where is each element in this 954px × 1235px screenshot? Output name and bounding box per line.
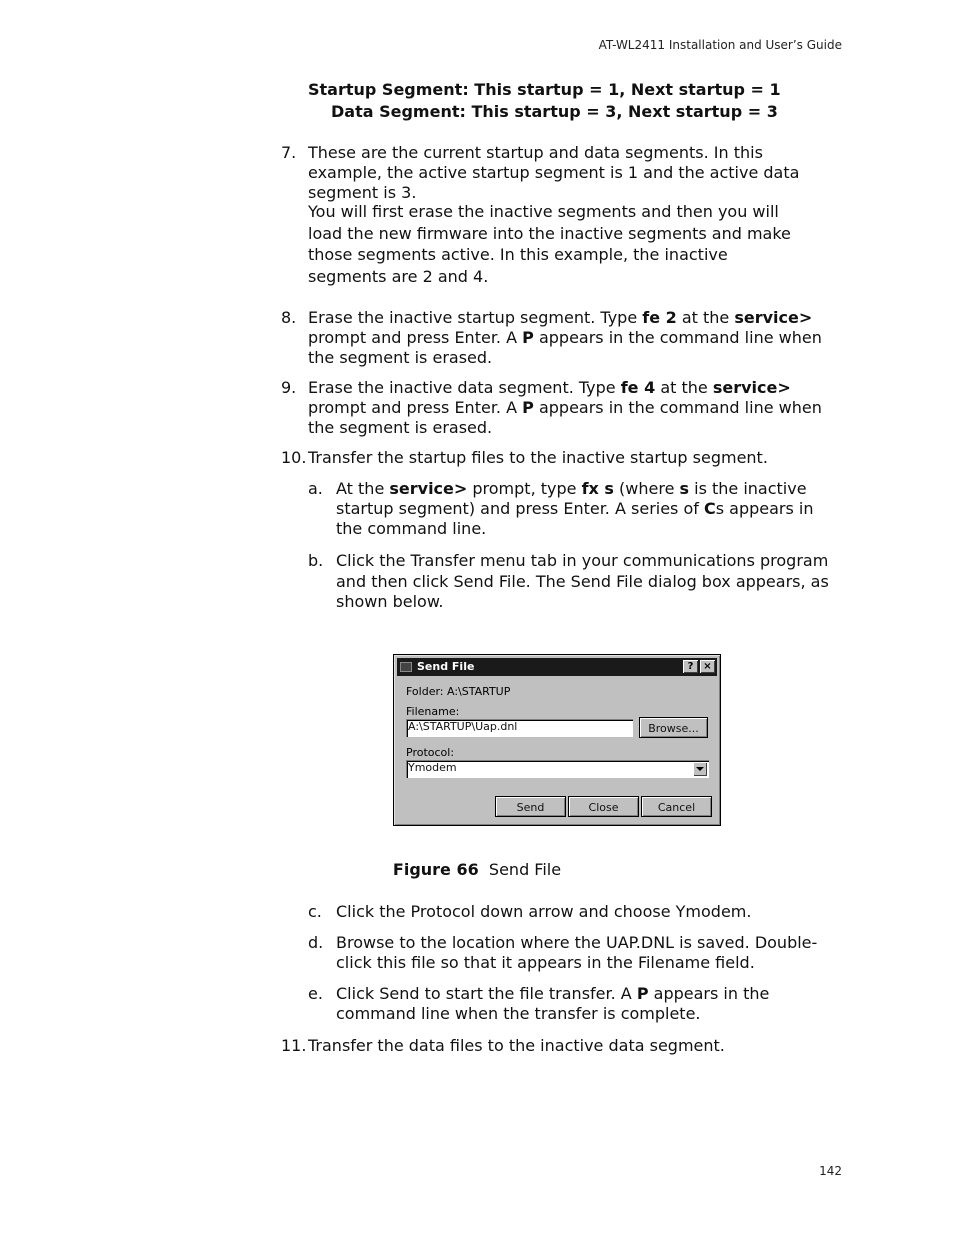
step-number: 7. <box>281 143 297 162</box>
substep-c-text: Click the Protocol down arrow and choose Ymodem. <box>336 902 752 921</box>
substep-d-text: Browse to the location where the UAP.DNL is saved. Double-click this file so that it appears in the Filename field. <box>336 933 818 972</box>
protocol-value: Ymodem <box>408 761 457 774</box>
protocol-label: Protocol: <box>406 746 455 759</box>
close-button[interactable]: Close <box>568 796 639 817</box>
dialog-titlebar <box>397 658 717 676</box>
substep-letter: d. <box>308 933 324 952</box>
substep-letter: e. <box>308 984 323 1003</box>
chevron-down-icon[interactable] <box>693 762 707 776</box>
substep-letter: b. <box>308 551 324 570</box>
close-icon[interactable]: × <box>700 660 715 673</box>
substep-letter: c. <box>308 902 322 921</box>
substep-letter: a. <box>308 479 323 498</box>
page-number: 142 <box>819 1164 842 1178</box>
figure-caption: Figure 66 Send File <box>392 860 562 879</box>
filename-label: Filename: <box>406 705 460 718</box>
step10-text: Transfer the startup files to the inactive startup segment. <box>308 448 768 467</box>
substep-e-text: Click Send to start the file transfer. A P appears in the command line when the transfer is complete. <box>336 984 770 1023</box>
substep-a-text: At the service> prompt, type fx s (where s is the inactive startup segment) and press Enter. A series of Cs appears in the command line. <box>336 479 814 538</box>
protocol-select[interactable] <box>406 760 709 778</box>
step11-text: Transfer the data files to the inactive data segment. <box>308 1036 725 1055</box>
step-number: 9. <box>281 378 297 397</box>
help-button[interactable]: ? <box>683 660 698 673</box>
step9-text: Erase the inactive data segment. Type fe 4 at the service> prompt and press Enter. A P appears in the command line when the segment is erased. <box>308 378 822 437</box>
step-number: 11. <box>281 1036 307 1055</box>
cancel-button[interactable]: Cancel <box>641 796 712 817</box>
send-button[interactable]: Send <box>495 796 566 817</box>
data-segment-line: Data Segment: This startup = 3, Next startup = 3 <box>331 102 778 121</box>
step8-text: Erase the inactive startup segment. Type fe 2 at the service> prompt and press Enter. A P appears in the command line when the segment is erased. <box>308 308 822 367</box>
folder-label: Folder: A:\STARTUP <box>406 685 511 698</box>
filename-field[interactable]: A:\STARTUP\Uap.dnl <box>406 719 633 737</box>
substep-b-text: Click the Transfer menu tab in your communications program and then click Send File. The Send File dialog box appears, as shown below. <box>336 551 829 611</box>
terminal-icon <box>400 662 412 672</box>
dialog-title: Send File <box>417 660 475 673</box>
step-number: 10. <box>281 448 307 467</box>
step7-text: These are the current startup and data segments. In this example, the active startup segment is 1 and the active data segment is 3. <box>308 143 800 202</box>
startup-segment-line: Startup Segment: This startup = 1, Next startup = 1 <box>308 80 781 99</box>
step-number: 8. <box>281 308 297 327</box>
send-file-dialog <box>393 654 721 826</box>
running-header: AT-WL2411 Installation and User’s Guide <box>598 38 842 52</box>
step7-note: You will first erase the inactive segments and then you will load the new firmware into the inactive segments and make those segments active. In this example, the inactive segments are 2 and 4. <box>308 202 791 286</box>
browse-button[interactable]: Browse... <box>639 717 708 738</box>
